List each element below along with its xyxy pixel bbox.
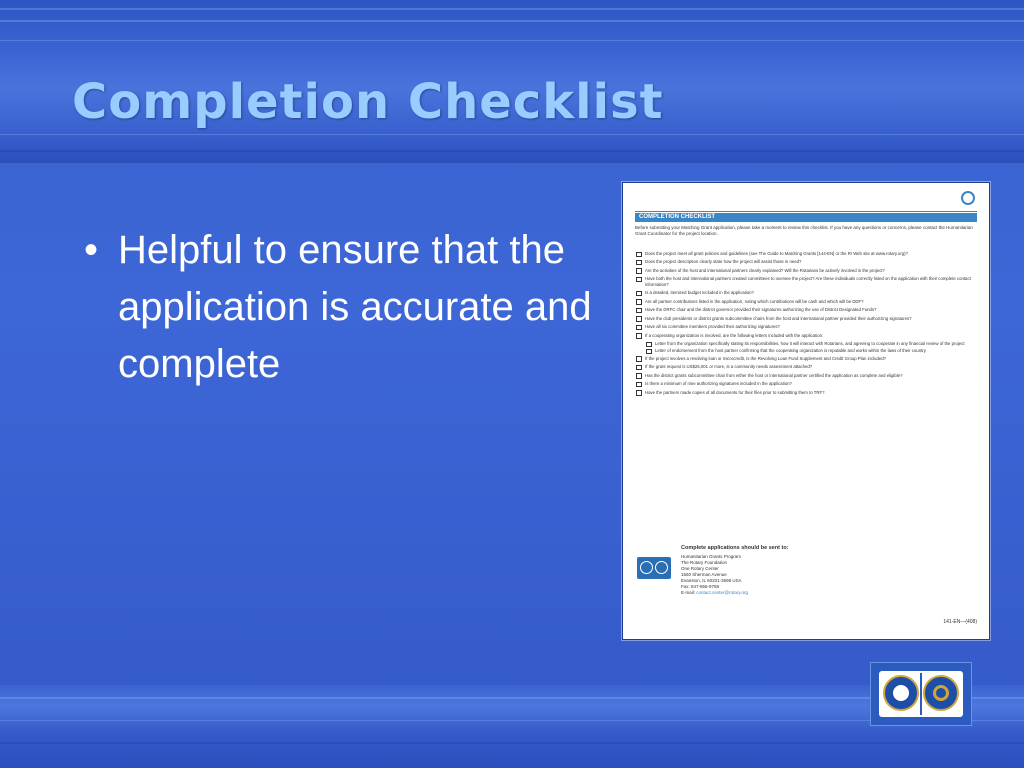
foundation-seal-icon [883, 675, 919, 711]
email-address: contact.center@rotary.org [696, 590, 749, 595]
address-line: Fax: 847-866-9759 [681, 584, 720, 589]
address-line: One Rotary Center [681, 566, 719, 571]
checklist-document-image [622, 182, 990, 640]
foundation-logo-icon [637, 557, 671, 579]
rotary-mark-icon [961, 191, 975, 205]
email-label: E-mail: [681, 590, 697, 595]
address-line: Evanston, IL 60201-3698 USA [681, 578, 742, 583]
checklist-item: Does the project description clearly state how the project will assist those in need? [635, 259, 975, 264]
address-line: Humanitarian Grants Program [681, 554, 742, 559]
document-intro: Before submitting your Matching Grant application, please take a moment to review this checklist. If you have any questions or concerns, please contact the Humanitarian Grant Coordinator for the project location. [635, 225, 973, 236]
checklist-subitem: Letter of endorsement from the host partner confirming that the cooperating organization is reputable and works within the laws of their country [635, 348, 975, 353]
checklist-item: Is a detailed, itemized budget included in the application? [635, 290, 975, 295]
address-line: The Rotary Foundation [681, 560, 728, 565]
bullet-text: Helpful to ensure that the application is accurate and complete [118, 228, 592, 386]
checklist-item: Are all partner contributions listed in the application, noting which contributions will be cash and which will be DDF? [635, 299, 975, 304]
slide-title: Completion Checklist [72, 74, 664, 130]
bullet-marker: • [84, 228, 99, 272]
checklist-item: If the grant request is US$25,001 or more, is a community needs assessment attached? [635, 364, 975, 369]
mailing-address [681, 554, 748, 596]
checklist-item: Have the DRFC chair and the district governor provided their signatures authorizing the use of District Designated Funds? [635, 307, 975, 312]
rotary-foundation-logo [870, 662, 972, 726]
checklist-item: Have the club presidents or district grants subcommittee chairs from the host and international partner provided their authorizing signatures? [635, 316, 975, 321]
checklist-item: If a cooperating organization is involved, are the following letters included with the application: [635, 333, 975, 338]
checklist-item: Have the partners made copies of all documents for their files prior to submitting them to TRF? [635, 390, 975, 395]
email-line [681, 590, 748, 596]
address-line: 1560 Sherman Avenue [681, 572, 727, 577]
bullet-list [80, 222, 600, 393]
checklist-item: Have both the host and international partners created committees to oversee the project? Are these individuals correctly listed on the application with their complete contact information? [635, 276, 975, 287]
document-checklist [635, 251, 975, 398]
checklist-item: Does the project meet all grant policies and guidelines (see The Guide to Matching Grants [144-EN] or the RI Web site at www.rotary.org)? [635, 251, 975, 256]
send-to-label: Complete applications should be sent to: [681, 545, 789, 551]
form-code: 141-EN—(408) [943, 619, 977, 625]
rotary-wheel-icon [923, 675, 959, 711]
document-heading: COMPLETION CHECKLIST [635, 213, 977, 222]
checklist-item: Have all six committee members provided their authorizing signatures? [635, 324, 975, 329]
checklist-item: Is there a minimum of nine authorizing signatures included in the application? [635, 381, 975, 386]
checklist-item: Are the activities of the host and international partners clearly explained? Will the Rotarians be actively involved in the project? [635, 268, 975, 273]
checklist-subitem: Letter from the organization specifically stating its responsibilities, how it will interact with Rotarians, and agreeing to cooperate in any financial review of the project [635, 341, 975, 346]
checklist-item: If the project involves a revolving loan or microcredit, is the Revolving Loan Fund Supplement and Credit Group Plan included? [635, 356, 975, 361]
bullet-item [80, 222, 600, 393]
checklist-item: Has the district grants subcommittee chair from either the host or international partner certified the application as complete and eligible? [635, 373, 975, 378]
